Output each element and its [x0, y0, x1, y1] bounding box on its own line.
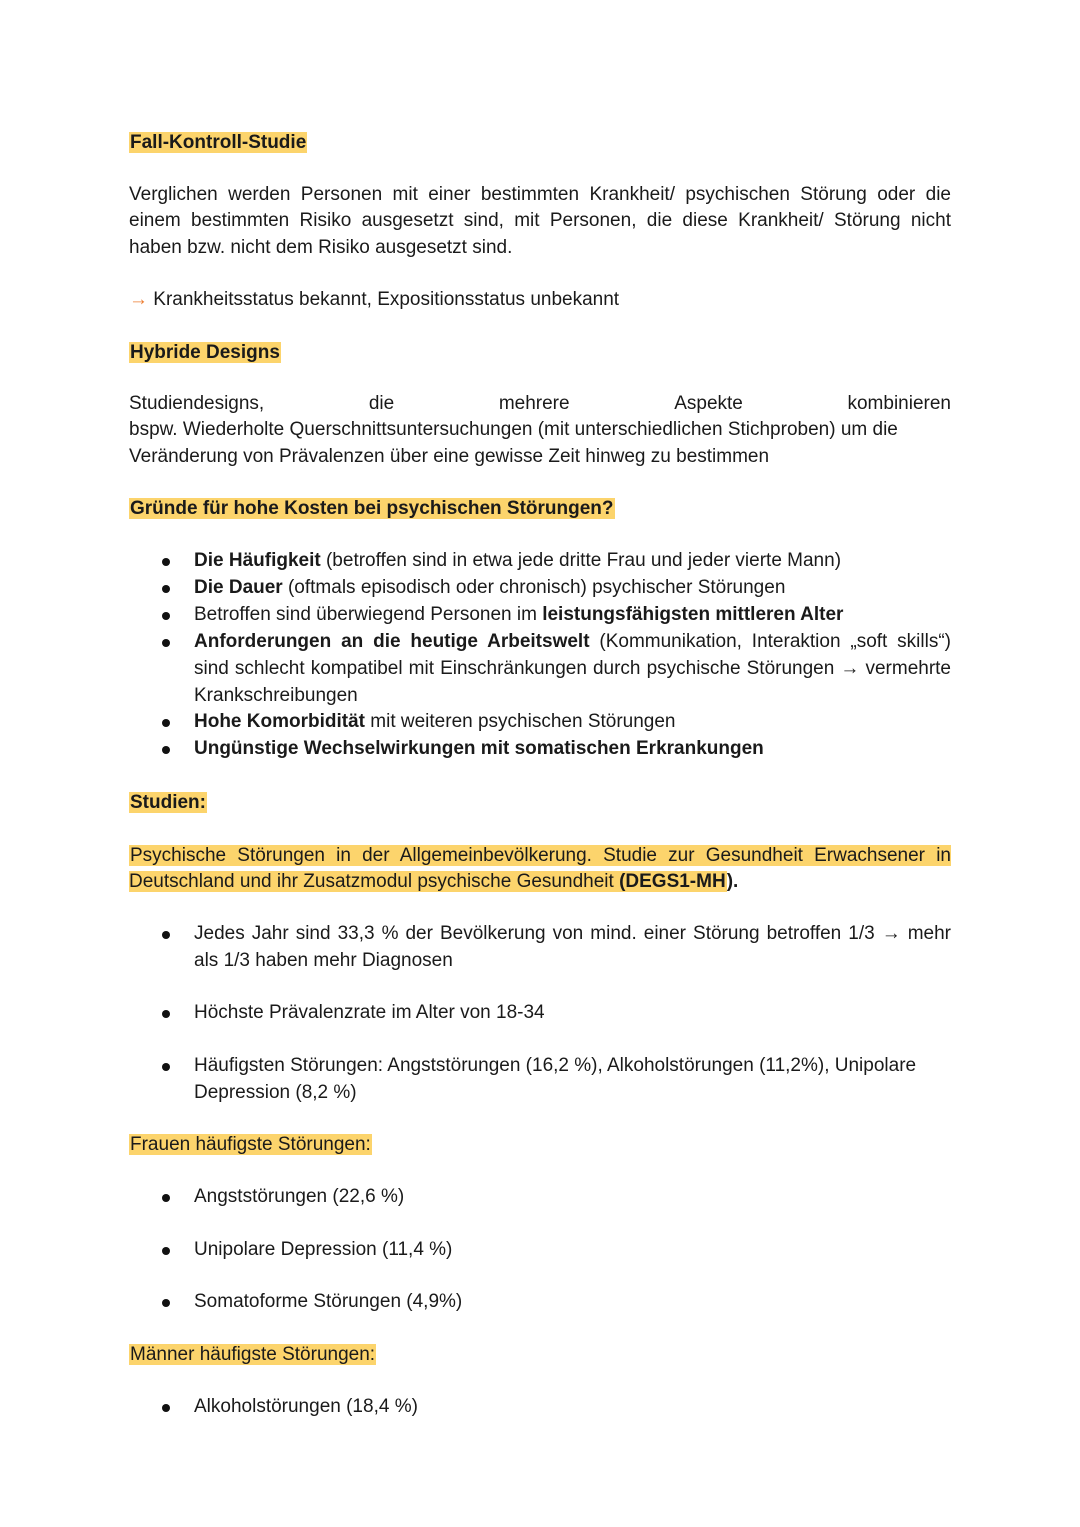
list-item: Hohe Komorbidität mit weiteren psychischen Störungen: [129, 709, 951, 736]
studien-list-3: [129, 1053, 951, 1107]
list-item: Die Dauer (oftmals episodisch oder chronisch) psychischer Störungen: [129, 575, 951, 602]
bullet-icon: [162, 719, 170, 727]
frauen-list-2: [129, 1237, 951, 1264]
frauen-list: [129, 1184, 951, 1211]
list-item: Angststörungen (22,6 %): [129, 1184, 951, 1211]
fall-kontroll-body: Verglichen werden Personen mit einer bestimmten Krankheit/ psychischen Störung oder die einem bestimmten Risiko ausgesetzt sind, mit Personen, die diese Krankheit/ Störung nicht haben bzw. nicht dem Risiko ausgesetzt sind.: [129, 184, 951, 258]
heading-hybride-designs: Hybride Designs: [130, 342, 280, 363]
heading-fall-kontroll: Fall-Kontroll-Studie: [130, 132, 307, 153]
studien-list-2: [129, 1000, 951, 1027]
bullet-icon: [162, 585, 170, 593]
fall-kontroll-note: → Krankheitsstatus bekannt, Expositionsstatus unbekannt: [129, 289, 620, 310]
bullet-icon: [162, 931, 170, 939]
list-item: Betroffen sind überwiegend Personen im leistungsfähigsten mittleren Alter: [129, 602, 951, 629]
hybride-body: [129, 391, 951, 470]
list-item: Höchste Prävalenzrate im Alter von 18-34: [129, 1000, 951, 1027]
bullet-icon: [162, 746, 170, 754]
bullet-icon: [162, 1194, 170, 1202]
arrow-right-icon: →: [129, 289, 148, 310]
bullet-icon: [162, 1404, 170, 1412]
bullet-icon: [162, 558, 170, 566]
list-item: Anforderungen an die heutige Arbeitswelt (Kommunikation, Interaktion „soft skills“) sind schlecht kompatibel mit Einschränkungen durch psychische Störungen → vermehrte Krankschreibungen: [129, 629, 951, 710]
bullet-icon: [162, 1247, 170, 1255]
list-item: Unipolare Depression (11,4 %): [129, 1237, 951, 1264]
list-item: Alkoholstörungen (18,4 %): [129, 1394, 951, 1421]
heading-frauen: Frauen häufigste Störungen:: [130, 1134, 371, 1155]
list-item: Die Häufigkeit (betroffen sind in etwa jede dritte Frau und jeder vierte Mann): [129, 548, 951, 575]
bullet-icon: [162, 639, 170, 647]
maenner-list: [129, 1394, 951, 1421]
studien-list: [129, 921, 951, 975]
study-title: Psychische Störungen in der Allgemeinbevölkerung. Studie zur Gesundheit Erwachsener in Deutschland und ihr Zusatzmodul psychische Gesundheit (DEGS1-MH).: [129, 845, 951, 893]
hybride-line1: Studiendesigns, die mehrere Aspekte kombinieren: [129, 393, 951, 414]
heading-studien: Studien:: [130, 792, 206, 813]
gruende-list: [129, 548, 951, 763]
hybride-rest: bspw. Wiederholte Querschnittsuntersuchungen (mit unterschiedlichen Stichproben) um die Veränderung von Prävalenzen über eine gewisse Zeit hinweg zu bestimmen: [129, 419, 898, 467]
list-item: Somatoforme Störungen (4,9%): [129, 1289, 951, 1316]
frauen-list-3: [129, 1289, 951, 1316]
bullet-icon: [162, 1010, 170, 1018]
list-item: Jedes Jahr sind 33,3 % der Bevölkerung von mind. einer Störung betroffen 1/3 → mehr als 1/3 haben mehr Diagnosen: [129, 921, 951, 975]
bullet-icon: [162, 1299, 170, 1307]
heading-gruende: Gründe für hohe Kosten bei psychischen Störungen?: [130, 498, 614, 519]
bullet-icon: [162, 1063, 170, 1071]
bullet-icon: [162, 612, 170, 620]
heading-maenner: Männer häufigste Störungen:: [130, 1344, 376, 1365]
list-item: Ungünstige Wechselwirkungen mit somatischen Erkrankungen: [129, 736, 951, 763]
list-item: Häufigsten Störungen: Angststörungen (16,2 %), Alkoholstörungen (11,2%), Unipolare Depression (8,2 %): [129, 1053, 951, 1107]
